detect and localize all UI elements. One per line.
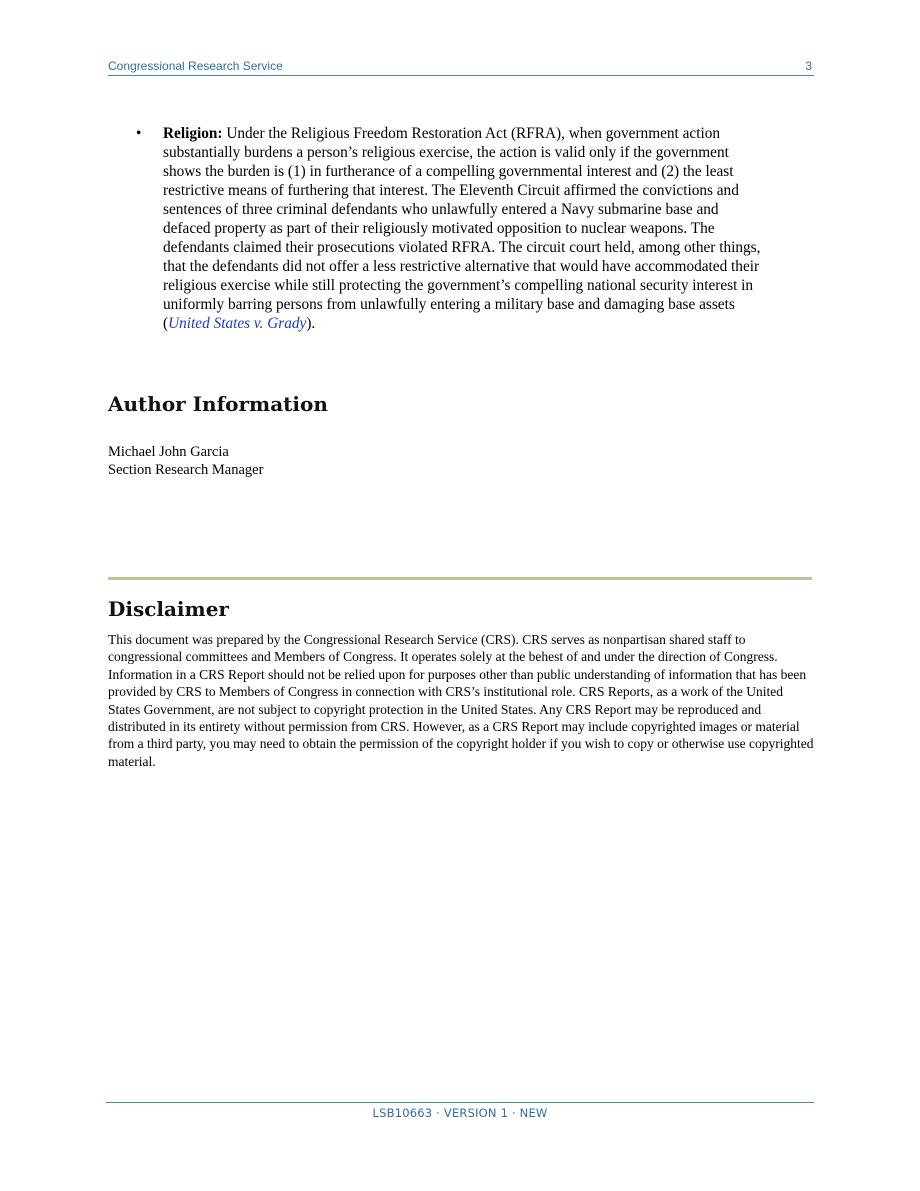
- section-divider: [108, 577, 812, 580]
- page-footer: LSB10663 · VERSION 1 · NEW: [372, 1106, 548, 1120]
- author-title: Section Research Manager: [108, 462, 264, 478]
- author-name: Michael John Garcia: [108, 444, 229, 460]
- page-number: 3: [805, 59, 812, 73]
- paren-open: (: [163, 315, 169, 332]
- case-citation-link[interactable]: United States v. Grady: [168, 315, 307, 332]
- disclaimer-heading: Disclaimer: [108, 597, 229, 621]
- author-block: [108, 443, 263, 479]
- paren-close: ).: [306, 315, 316, 332]
- author-information-heading: Author Information: [108, 392, 328, 416]
- bullet-body: [163, 124, 761, 333]
- bullet-item-religion: [136, 124, 761, 333]
- footer-divider: [106, 1102, 814, 1103]
- bullet-lead: Religion:: [163, 125, 223, 142]
- disclaimer-text: This document was prepared by the Congressional Research Service (CRS). CRS serves as nonpartisan shared staff to congressional committees and Members of Congress. It operates solely at the behest of and under the direction of Congress. Information in a CRS Report should not be relied upon for purposes other than public understanding of information that has been provided by CRS to Members of Congress in connection with CRS’s institutional role. CRS Reports, as a work of the United States Government, are not subject to copyright protection in the United States. Any CRS Report may be reproduced and distributed in its entirety without permission from CRS. However, as a CRS Report may include copyrighted images or material from a third party, you may need to obtain the permission of the copyright holder if you wish to copy or otherwise use copyrighted material.: [108, 632, 814, 769]
- header-org-name: Congressional Research Service: [108, 59, 283, 73]
- bullet-icon: •: [136, 125, 142, 142]
- bullet-text: Under the Religious Freedom Restoration Act (RFRA), when government action substantially burdens a person’s religious exercise, the action is valid only if the government shows the burden is (1) in furtherance of a compelling governmental interest and (2) the least restrictive means of furthering that interest. The Eleventh Circuit affirmed the convictions and sentences of three criminal defendants who unlawfully entered a Navy submarine base and defaced property as part of their religiously motivated opposition to nuclear weapons. The defendants claimed their prosecutions violated RFRA. The circuit court held, among other things, that the defendants did not offer a less restrictive alternative that would have accommodated their religious exercise while still protecting the government’s compelling national security interest in uniformly barring persons from unlawfully entering a military base and damaging base assets: [163, 125, 761, 313]
- page-header: [108, 58, 814, 76]
